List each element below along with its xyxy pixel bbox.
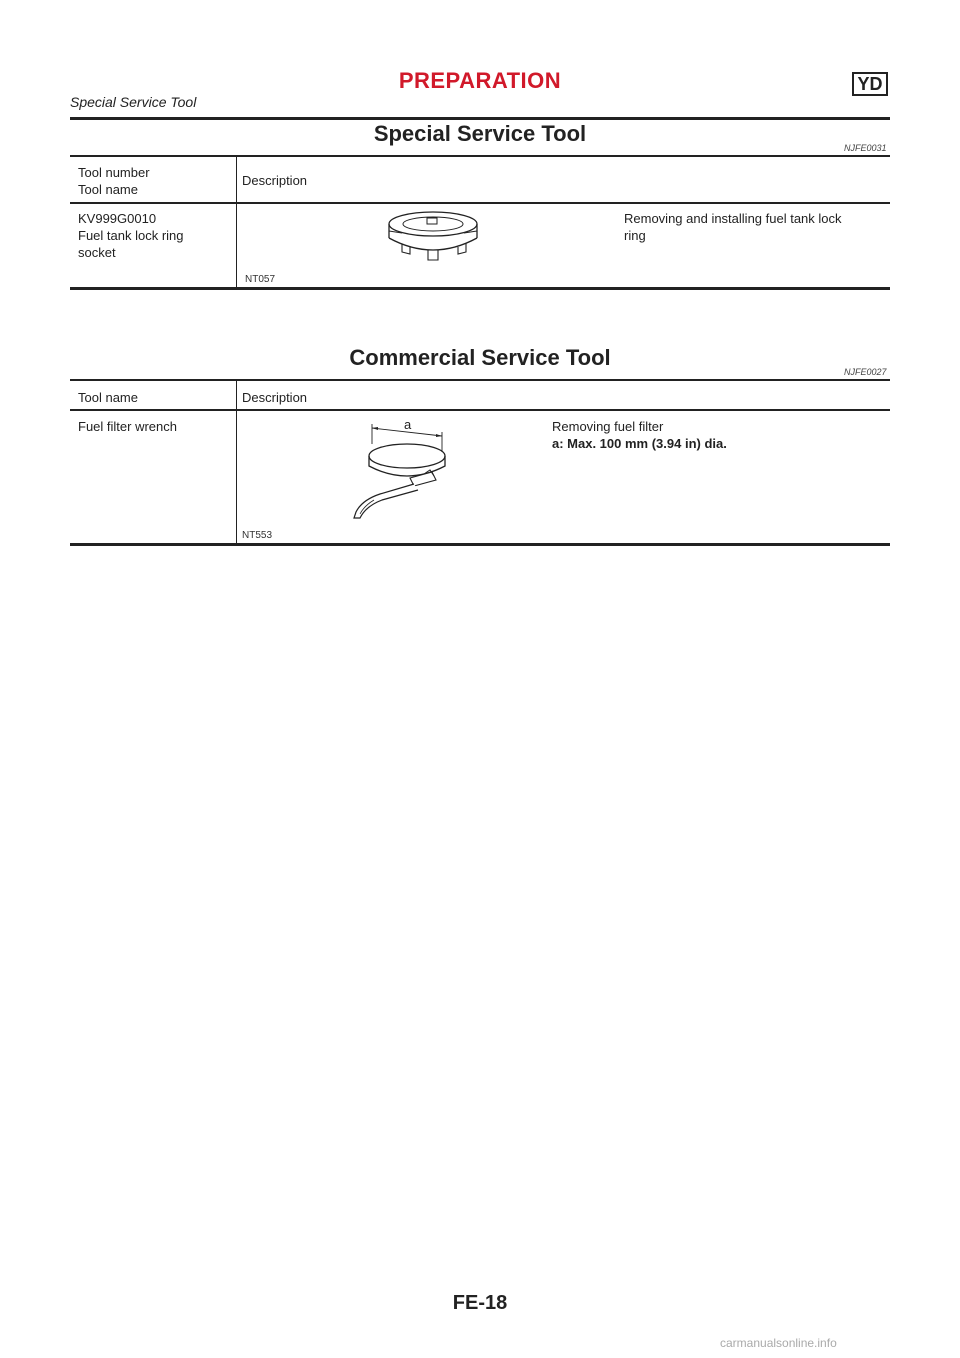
header-title: PREPARATION [398,68,562,93]
commercial-tool-header-rule [70,409,890,411]
special-tool-title-rule [70,155,890,157]
commercial-tool-code: NJFE0027 [844,367,887,377]
commercial-tool-col1-header: Tool name [78,390,138,405]
special-tool-name-cell [78,210,184,261]
special-tool-title: Special Service Tool [373,121,587,146]
special-tool-description-cell [624,210,842,244]
commercial-description-line2: a: Max. 100 mm (3.94 in) dia. [552,436,727,451]
description-line1: Removing and installing fuel tank lock [624,211,842,226]
special-tool-header-rule [70,202,890,204]
header-tool-number: Tool number [78,165,150,180]
figure-dimension-label: a [404,417,412,432]
commercial-tool-name: Fuel filter wrench [78,419,177,434]
page-number: FE-18 [452,1292,508,1314]
tool-name-line2: socket [78,245,116,260]
watermark: carmanualsonline.info [720,1336,837,1350]
lock-ring-socket-figure [378,206,488,270]
header-tool-name: Tool name [78,182,138,197]
special-tool-column-divider [236,156,237,288]
section-badge: YD [852,72,888,96]
fuel-filter-wrench-figure [340,414,460,524]
header-rule [70,117,890,120]
commercial-tool-column-divider [236,380,237,544]
commercial-tool-figure-code: NT553 [242,530,273,541]
special-tool-bottom-rule [70,287,890,290]
commercial-tool-bottom-rule [70,543,890,546]
description-line2: ring [624,228,646,243]
commercial-tool-description-cell [552,418,727,452]
special-tool-col1-header [78,164,150,198]
commercial-tool-col2-header: Description [242,390,308,405]
commercial-description-line1: Removing fuel filter [552,419,664,434]
special-tool-figure-code: NT057 [245,274,276,285]
tool-number: KV999G0010 [78,211,157,226]
special-tool-code: NJFE0031 [844,143,887,153]
commercial-tool-title: Commercial Service Tool [349,345,611,370]
tool-name-line1: Fuel tank lock ring [78,228,184,243]
header-subtitle: Special Service Tool [70,94,197,110]
special-tool-col2-header: Description [242,173,308,188]
commercial-tool-title-rule [70,379,890,381]
